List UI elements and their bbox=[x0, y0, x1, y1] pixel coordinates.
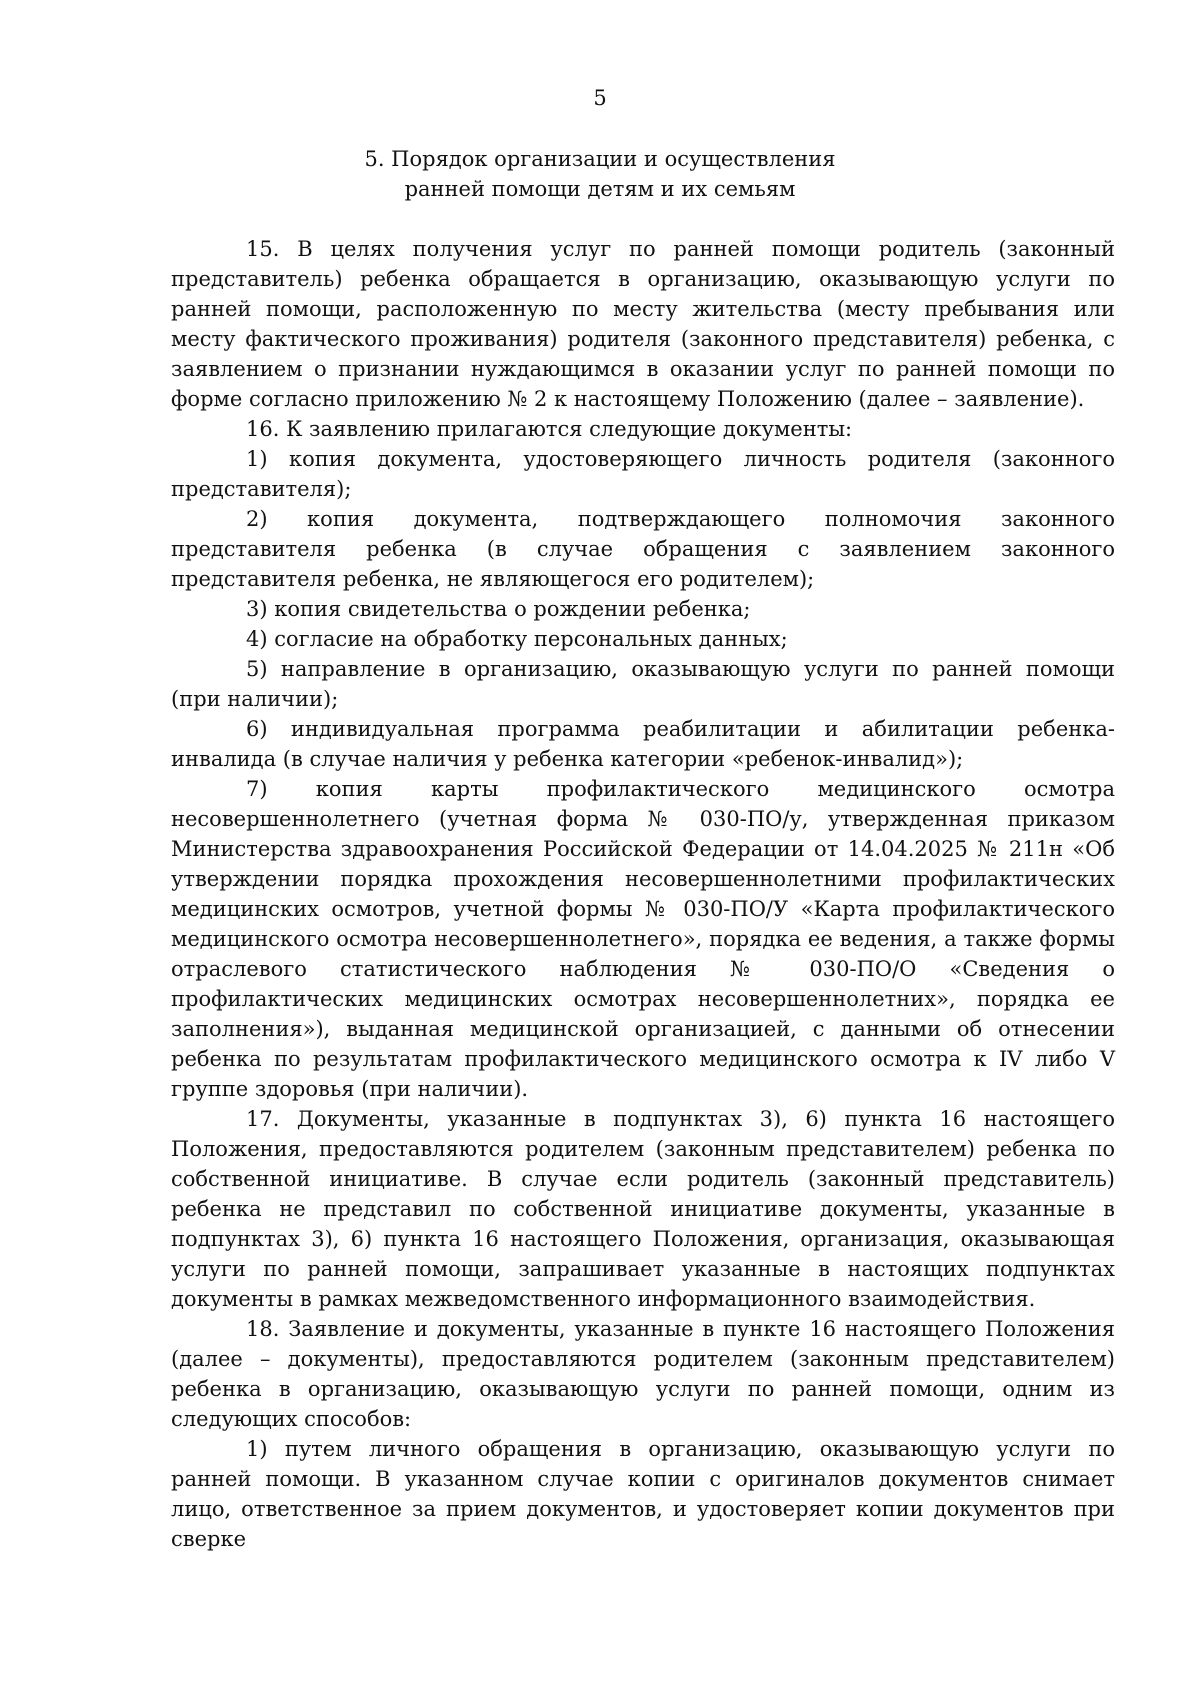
paragraph-16: 16. К заявлению прилагаются следующие документы: bbox=[246, 417, 853, 441]
page-number: 5 bbox=[593, 86, 607, 110]
paragraph-17: 17. Документы, указанные в подпунктах 3), 6) пункта 16 настоящего Положения, предоставляются родителем (законным представителем) ребенка по собственной инициативе. В случае если родитель (законный представитель) ребенка не представил по собственной инициативе документы, указанные в подпунктах 3), 6) пункта 16 настоящего Положения, организация, оказывающая услуги по ранней помощи, запрашивает указанные в настоящих подпунктах документы в рамках межведомственного информационного взаимодействия. bbox=[171, 1107, 1115, 1311]
section-heading bbox=[0, 144, 1200, 204]
paragraph-16-item-3: 3) копия свидетельства о рождении ребенка; bbox=[246, 597, 751, 621]
section-heading-line-1: 5. Порядок организации и осуществления bbox=[364, 147, 836, 171]
document-body bbox=[171, 234, 1115, 1554]
section-heading-line-2: ранней помощи детям и их семьям bbox=[404, 177, 796, 201]
paragraph-16-item-2: 2) копия документа, подтверждающего полномочия законного представителя ребенка (в случае обращения с заявлением законного представителя ребенка, не являющегося его родителем); bbox=[171, 507, 1115, 591]
paragraph-18-item-1: 1) путем личного обращения в организацию, оказывающую услуги по ранней помощи. В указанном случае копии с оригиналов документов снимает лицо, ответственное за прием документов, и удостоверяет копии документов при сверке bbox=[171, 1437, 1115, 1551]
paragraph-16-item-5: 5) направление в организацию, оказывающую услуги по ранней помощи (при наличии); bbox=[171, 657, 1115, 711]
paragraph-18: 18. Заявление и документы, указанные в пункте 16 настоящего Положения (далее – документы), предоставляются родителем (законным представителем) ребенка в организацию, оказывающую услуги по ранней помощи, одним из следующих способов: bbox=[171, 1317, 1115, 1431]
paragraph-16-item-1: 1) копия документа, удостоверяющего личность родителя (законного представителя); bbox=[171, 447, 1115, 501]
paragraph-16-item-6: 6) индивидуальная программа реабилитации и абилитации ребенка-инвалида (в случае наличия у ребенка категории «ребенок-инвалид»); bbox=[171, 717, 1115, 771]
paragraph-15: 15. В целях получения услуг по ранней помощи родитель (законный представитель) ребенка обращается в организацию, оказывающую услуги по ранней помощи, расположенную по месту жительства (месту пребывания или месту фактического проживания) родителя (законного представителя) ребенка, с заявлением о признании нуждающимся в оказании услуг по ранней помощи по форме согласно приложению № 2 к настоящему Положению (далее – заявление). bbox=[171, 237, 1115, 411]
paragraph-16-item-4: 4) согласие на обработку персональных данных; bbox=[246, 627, 788, 651]
paragraph-16-item-7: 7) копия карты профилактического медицинского осмотра несовершеннолетнего (учетная форма № 030-ПО/у, утвержденная приказом Министерства здравоохранения Российской Федерации от 14.04.2025 № 211н «Об утверждении порядка прохождения несовершеннолетними профилактических медицинских осмотров, учетной формы № 030-ПО/У «Карта профилактического медицинского осмотра несовершеннолетнего», порядка ее ведения, а также формы отраслевого статистического наблюдения № 030-ПО/О «Сведения о профилактических медицинских осмотрах несовершеннолетних», порядка ее заполнения»), выданная медицинской организацией, с данными об отнесении ребенка по результатам профилактического медицинского осмотра к IV либо V группе здоровья (при наличии). bbox=[171, 777, 1115, 1101]
